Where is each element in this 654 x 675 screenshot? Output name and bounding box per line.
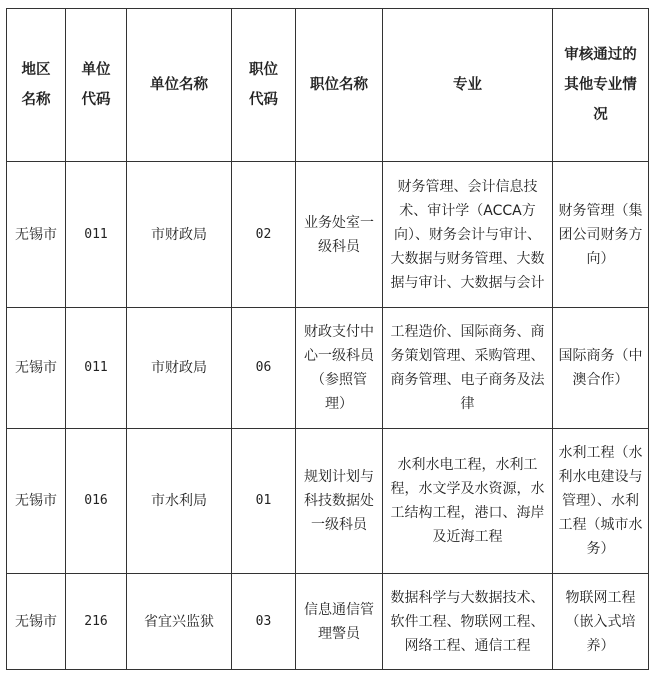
cell-other-major: 国际商务（中 澳合作） <box>553 308 649 429</box>
header-major: 专业 <box>383 9 553 162</box>
cell-unit-name: 省宜兴监狱 <box>127 574 232 670</box>
cell-region: 无锡市 <box>7 429 66 574</box>
positions-table <box>6 8 649 670</box>
cell-unit-code: 016 <box>66 429 127 574</box>
cell-unit-name: 市财政局 <box>127 308 232 429</box>
header-position-code: 职位 代码 <box>232 9 296 162</box>
cell-major: 财务管理、会计信息技 术、审计学（ACCA方 向）、财务会计与审计、 大数据与财务管理、大数 据与审计、大数据与会计 <box>383 162 553 308</box>
cell-position-name: 业务处室一 级科员 <box>296 162 383 308</box>
cell-position-name: 财政支付中 心一级科员 （参照管 理） <box>296 308 383 429</box>
cell-region: 无锡市 <box>7 308 66 429</box>
header-position-name: 职位名称 <box>296 9 383 162</box>
cell-major: 数据科学与大数据技术、 软件工程、物联网工程、 网络工程、通信工程 <box>383 574 553 670</box>
cell-major: 工程造价、国际商务、商 务策划管理、采购管理、 商务管理、电子商务及法 律 <box>383 308 553 429</box>
cell-region: 无锡市 <box>7 574 66 670</box>
header-region: 地区 名称 <box>7 9 66 162</box>
table-row <box>7 308 649 429</box>
table-row <box>7 574 649 670</box>
cell-other-major: 物联网工程 （嵌入式培 养） <box>553 574 649 670</box>
cell-unit-code: 216 <box>66 574 127 670</box>
cell-other-major: 财务管理（集 团公司财务方 向） <box>553 162 649 308</box>
header-unit-name: 单位名称 <box>127 9 232 162</box>
cell-position-code: 01 <box>232 429 296 574</box>
table-row <box>7 162 649 308</box>
cell-unit-code: 011 <box>66 308 127 429</box>
cell-position-name: 信息通信管 理警员 <box>296 574 383 670</box>
cell-position-code: 06 <box>232 308 296 429</box>
cell-major: 水利水电工程，水利工 程，水文学及水资源，水 工结构工程，港口、海岸 及近海工程 <box>383 429 553 574</box>
cell-unit-name: 市水利局 <box>127 429 232 574</box>
cell-unit-code: 011 <box>66 162 127 308</box>
header-unit-code: 单位 代码 <box>66 9 127 162</box>
table-row <box>7 429 649 574</box>
cell-other-major: 水利工程（水 利水电建设与 管理）、水利 工程（城市水 务） <box>553 429 649 574</box>
cell-unit-name: 市财政局 <box>127 162 232 308</box>
cell-position-name: 规划计划与 科技数据处 一级科员 <box>296 429 383 574</box>
cell-position-code: 03 <box>232 574 296 670</box>
header-other-major: 审核通过的 其他专业情 况 <box>553 9 649 162</box>
table-header-row <box>7 9 649 162</box>
cell-position-code: 02 <box>232 162 296 308</box>
cell-region: 无锡市 <box>7 162 66 308</box>
